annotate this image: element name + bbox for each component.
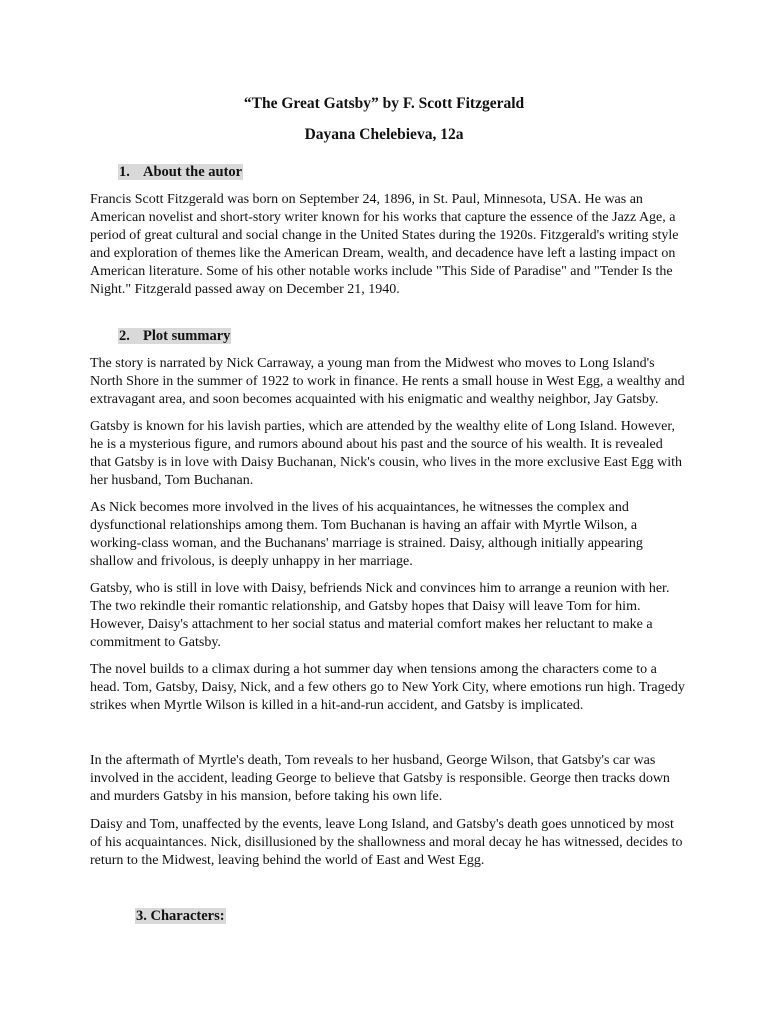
text-line: As Nick becomes more involved in the lives of his acquaintances, he witnesses the complex and — [90, 500, 629, 515]
text-line: and exploration of themes like the American Dream, wealth, and decadence have left a lasting impact on — [90, 246, 676, 261]
section-title: Characters: — [150, 908, 225, 924]
document-title: “The Great Gatsby” by F. Scott Fitzgerald — [243, 95, 525, 112]
section-number: 3. — [136, 908, 147, 924]
text-line: her husband, Tom Buchanan. — [90, 473, 254, 488]
text-line: Gatsby is known for his lavish parties, which are attended by the wealthy elite of Long Island. However, — [90, 419, 675, 434]
section-title: Plot summary — [143, 328, 231, 344]
text-line: Francis Scott Fitzgerald was born on September 24, 1896, in St. Paul, Minnesota, USA. He was an — [90, 192, 643, 207]
section-heading-about-author — [118, 163, 243, 181]
text-line: In the aftermath of Myrtle's death, Tom reveals to her husband, George Wilson, that Gatsby's car was — [90, 753, 656, 768]
section-heading-plot-summary — [118, 327, 231, 345]
section-number: 1. — [119, 164, 130, 180]
paragraph-plot-4 — [90, 580, 690, 652]
text-line: strikes when Myrtle Wilson is killed in a hit-and-run accident, and Gatsby is implicated. — [90, 698, 584, 713]
text-line: that Gatsby is in love with Daisy Buchanan, Nick's cousin, who lives in the more exclusive East Egg with — [90, 455, 682, 470]
text-line: Night." Fitzgerald passed away on December 21, 1940. — [90, 282, 400, 297]
section-heading-characters — [135, 907, 226, 925]
heading-highlight — [118, 328, 231, 344]
text-line: working-class woman, and the Buchanans' marriage is strained. Daisy, although initially appearing — [90, 536, 643, 551]
text-line: of his acquaintances. Nick, disillusioned by the shallowness and moral decay he has witnessed, decides to — [90, 835, 683, 850]
heading-highlight — [135, 908, 226, 924]
paragraph-plot-2 — [90, 418, 690, 490]
text-line: head. Tom, Gatsby, Daisy, Nick, and a few others go to New York City, where emotions run high. Tragedy — [90, 680, 685, 695]
text-line: However, Daisy's attachment to her social status and material comfort makes her reluctant to make a — [90, 617, 653, 632]
paragraph-plot-1 — [90, 355, 690, 409]
text-line: The novel builds to a climax during a hot summer day when tensions among the characters come to a — [90, 662, 657, 677]
author-line: Dayana Chelebieva, 12a — [304, 126, 464, 143]
text-line: American novelist and short-story writer known for his works that capture the essence of the Jazz Age, a — [90, 210, 676, 225]
section-title: About the autor — [143, 164, 243, 180]
text-line: Daisy and Tom, unaffected by the events, leave Long Island, and Gatsby's death goes unnoticed by most — [90, 817, 674, 832]
text-line: return to the Midwest, leaving behind the world of East and West Egg. — [90, 853, 485, 868]
text-line: shallow and frivolous, is deeply unhappy in her marriage. — [90, 554, 413, 569]
paragraph-plot-5 — [90, 661, 690, 715]
text-line: involved in the accident, leading George to believe that Gatsby is responsible. George then tracks down — [90, 771, 670, 786]
text-line: The two rekindle their romantic relationship, and Gatsby hopes that Daisy will leave Tom for him. — [90, 599, 641, 614]
paragraph-about-author — [90, 191, 690, 299]
text-line: North Shore in the summer of 1922 to work in finance. He rents a small house in West Egg, a wealthy and — [90, 374, 685, 389]
text-line: commitment to Gatsby. — [90, 635, 221, 650]
text-line: dysfunctional relationships among them. Tom Buchanan is having an affair with Myrtle Wilson, a — [90, 518, 638, 533]
text-line: The story is narrated by Nick Carraway, a young man from the Midwest who moves to Long Island's — [90, 356, 655, 371]
text-line: period of great cultural and social change in the United States during the 1920s. Fitzgerald's writing style — [90, 228, 679, 243]
paragraph-plot-7 — [90, 816, 690, 870]
text-line: Gatsby, who is still in love with Daisy, befriends Nick and convinces him to arrange a reunion with her. — [90, 581, 670, 596]
text-line: he is a mysterious figure, and rumors abound about his past and the source of his wealth. It is revealed — [90, 437, 663, 452]
section-number: 2. — [119, 328, 130, 344]
paragraph-plot-6 — [90, 752, 690, 806]
text-line: American literature. Some of his other notable works include "This Side of Paradise" and "Tender Is the — [90, 264, 673, 279]
text-line: extravagant area, and soon becomes acquainted with his enigmatic and wealthy neighbor, Jay Gatsby. — [90, 392, 659, 407]
heading-highlight — [118, 164, 243, 180]
text-line: and murders Gatsby in his mansion, before taking his own life. — [90, 789, 443, 804]
paragraph-plot-3 — [90, 499, 690, 571]
